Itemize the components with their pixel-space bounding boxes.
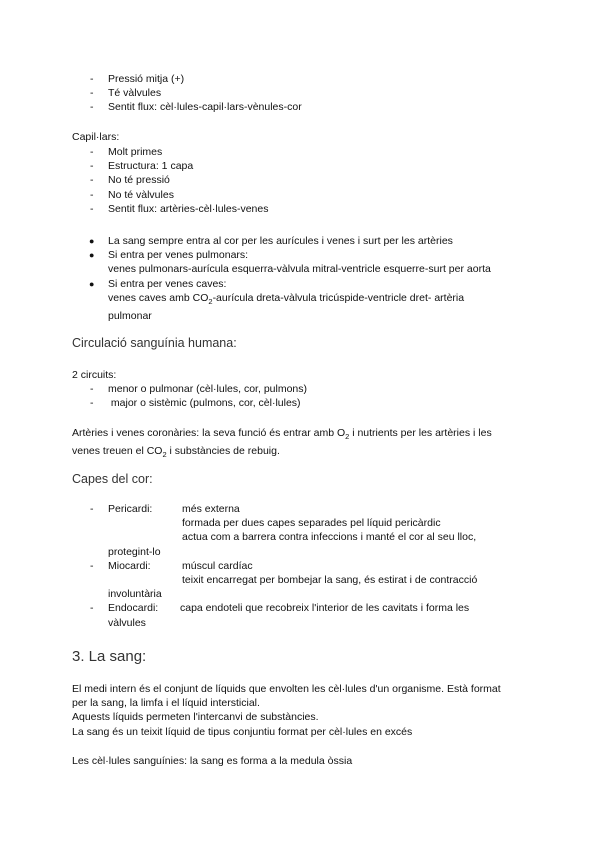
capillars-list bbox=[72, 145, 532, 216]
sang-heading: 3. La sang: bbox=[72, 648, 147, 665]
list-item: - Té vàlvules bbox=[72, 86, 532, 100]
list-item: - major o sistèmic (pulmons, cor, cèl·lules) bbox=[72, 396, 532, 410]
circulacio-heading: Circulació sanguínia humana: bbox=[72, 336, 237, 350]
bullet-item: ● La sang sempre entra al cor per les aurícules i venes i surt per les artèries bbox=[89, 235, 453, 247]
vein-properties-list bbox=[72, 72, 532, 115]
circuits-list bbox=[72, 382, 532, 410]
list-item: - menor o pulmonar (cèl·lules, cor, pulmons) bbox=[72, 382, 532, 396]
pericardi-term: Pericardi: bbox=[108, 503, 153, 515]
list-item: - Sentit flux: artèries-cèl·lules-venes bbox=[72, 202, 532, 216]
miocardi-row: - Miocardi: múscul cardíac bbox=[90, 559, 253, 572]
bullet-item: ● Si entra per venes pulmonars: venes pulmonars-aurícula esquerra-vàlvula mitral-ventricle esquerre-surt per aorta bbox=[89, 249, 491, 276]
cellules-sanguinies: Les cèl·lules sanguínies: la sang es forma a la medula òssia bbox=[72, 755, 353, 767]
list-item: - Molt primes bbox=[72, 145, 532, 159]
coronaries-paragraph: Artèries i venes coronàries: la seva funció és entrar amb $O_2$ i nutrients per les artèries i les venes treuen el $CO_2$ i substàncies de rebuig. bbox=[72, 427, 492, 460]
pericardi-row: - Pericardi: més externa bbox=[90, 503, 240, 515]
list-item: - Pressió mitja (+) bbox=[72, 72, 532, 86]
endocardi-term: Endocardi: bbox=[108, 602, 159, 615]
bullet-item: ● Si entra per venes caves: venes caves amb $CO_2$-aurícula dreta-vàlvula tricúspide-ventricle dret- artèria pulmonar bbox=[89, 277, 465, 323]
capillars-title: Capil·lars: bbox=[72, 131, 120, 143]
list-item: - Sentit flux: cèl·lules-capil·lars-vènules-cor bbox=[72, 100, 532, 114]
bullet-icon: ● bbox=[89, 236, 95, 246]
capes-heading: Capes del cor: bbox=[72, 472, 153, 486]
endocardi-row: - Endocardi: capa endoteli que recobreix l'interior de les cavitats i forma les bbox=[90, 602, 470, 615]
bullet-icon: ● bbox=[89, 250, 95, 261]
circuits-title: 2 circuits: bbox=[72, 369, 117, 381]
list-item: - Estructura: 1 capa bbox=[72, 159, 532, 173]
list-item: - No té pressió bbox=[72, 173, 532, 187]
list-item: - No té vàlvules bbox=[72, 188, 532, 202]
capes-list: - Pericardi: més externa formada per dues capes separades pel líquid pericàrdic actua com a barrera contra infeccions i manté el cor al seu lloc, protegint-lo - Miocardi: múscul cardíac teixit encarregat per bombejar la sang, és estirat i de contracció involuntària - Endocardi: capa endoteli que recobreix l'interior de les cavitats i forma les vàlvules bbox=[72, 502, 542, 630]
sang-paragraph: El medi intern és el conjunt de líquids que envolten les cèl·lules d'un organisme. Està format per la sang, la limfa i el líquid intersticial. Aquests líquids permeten l'intercanvi de substàncies. La sang és un teixit líquid de tipus conjuntiu format per cèl·lules en excés bbox=[72, 683, 501, 738]
circulation-bullets bbox=[72, 234, 542, 323]
bullet-icon: ● bbox=[89, 278, 95, 289]
miocardi-term: Miocardi: bbox=[108, 559, 151, 572]
